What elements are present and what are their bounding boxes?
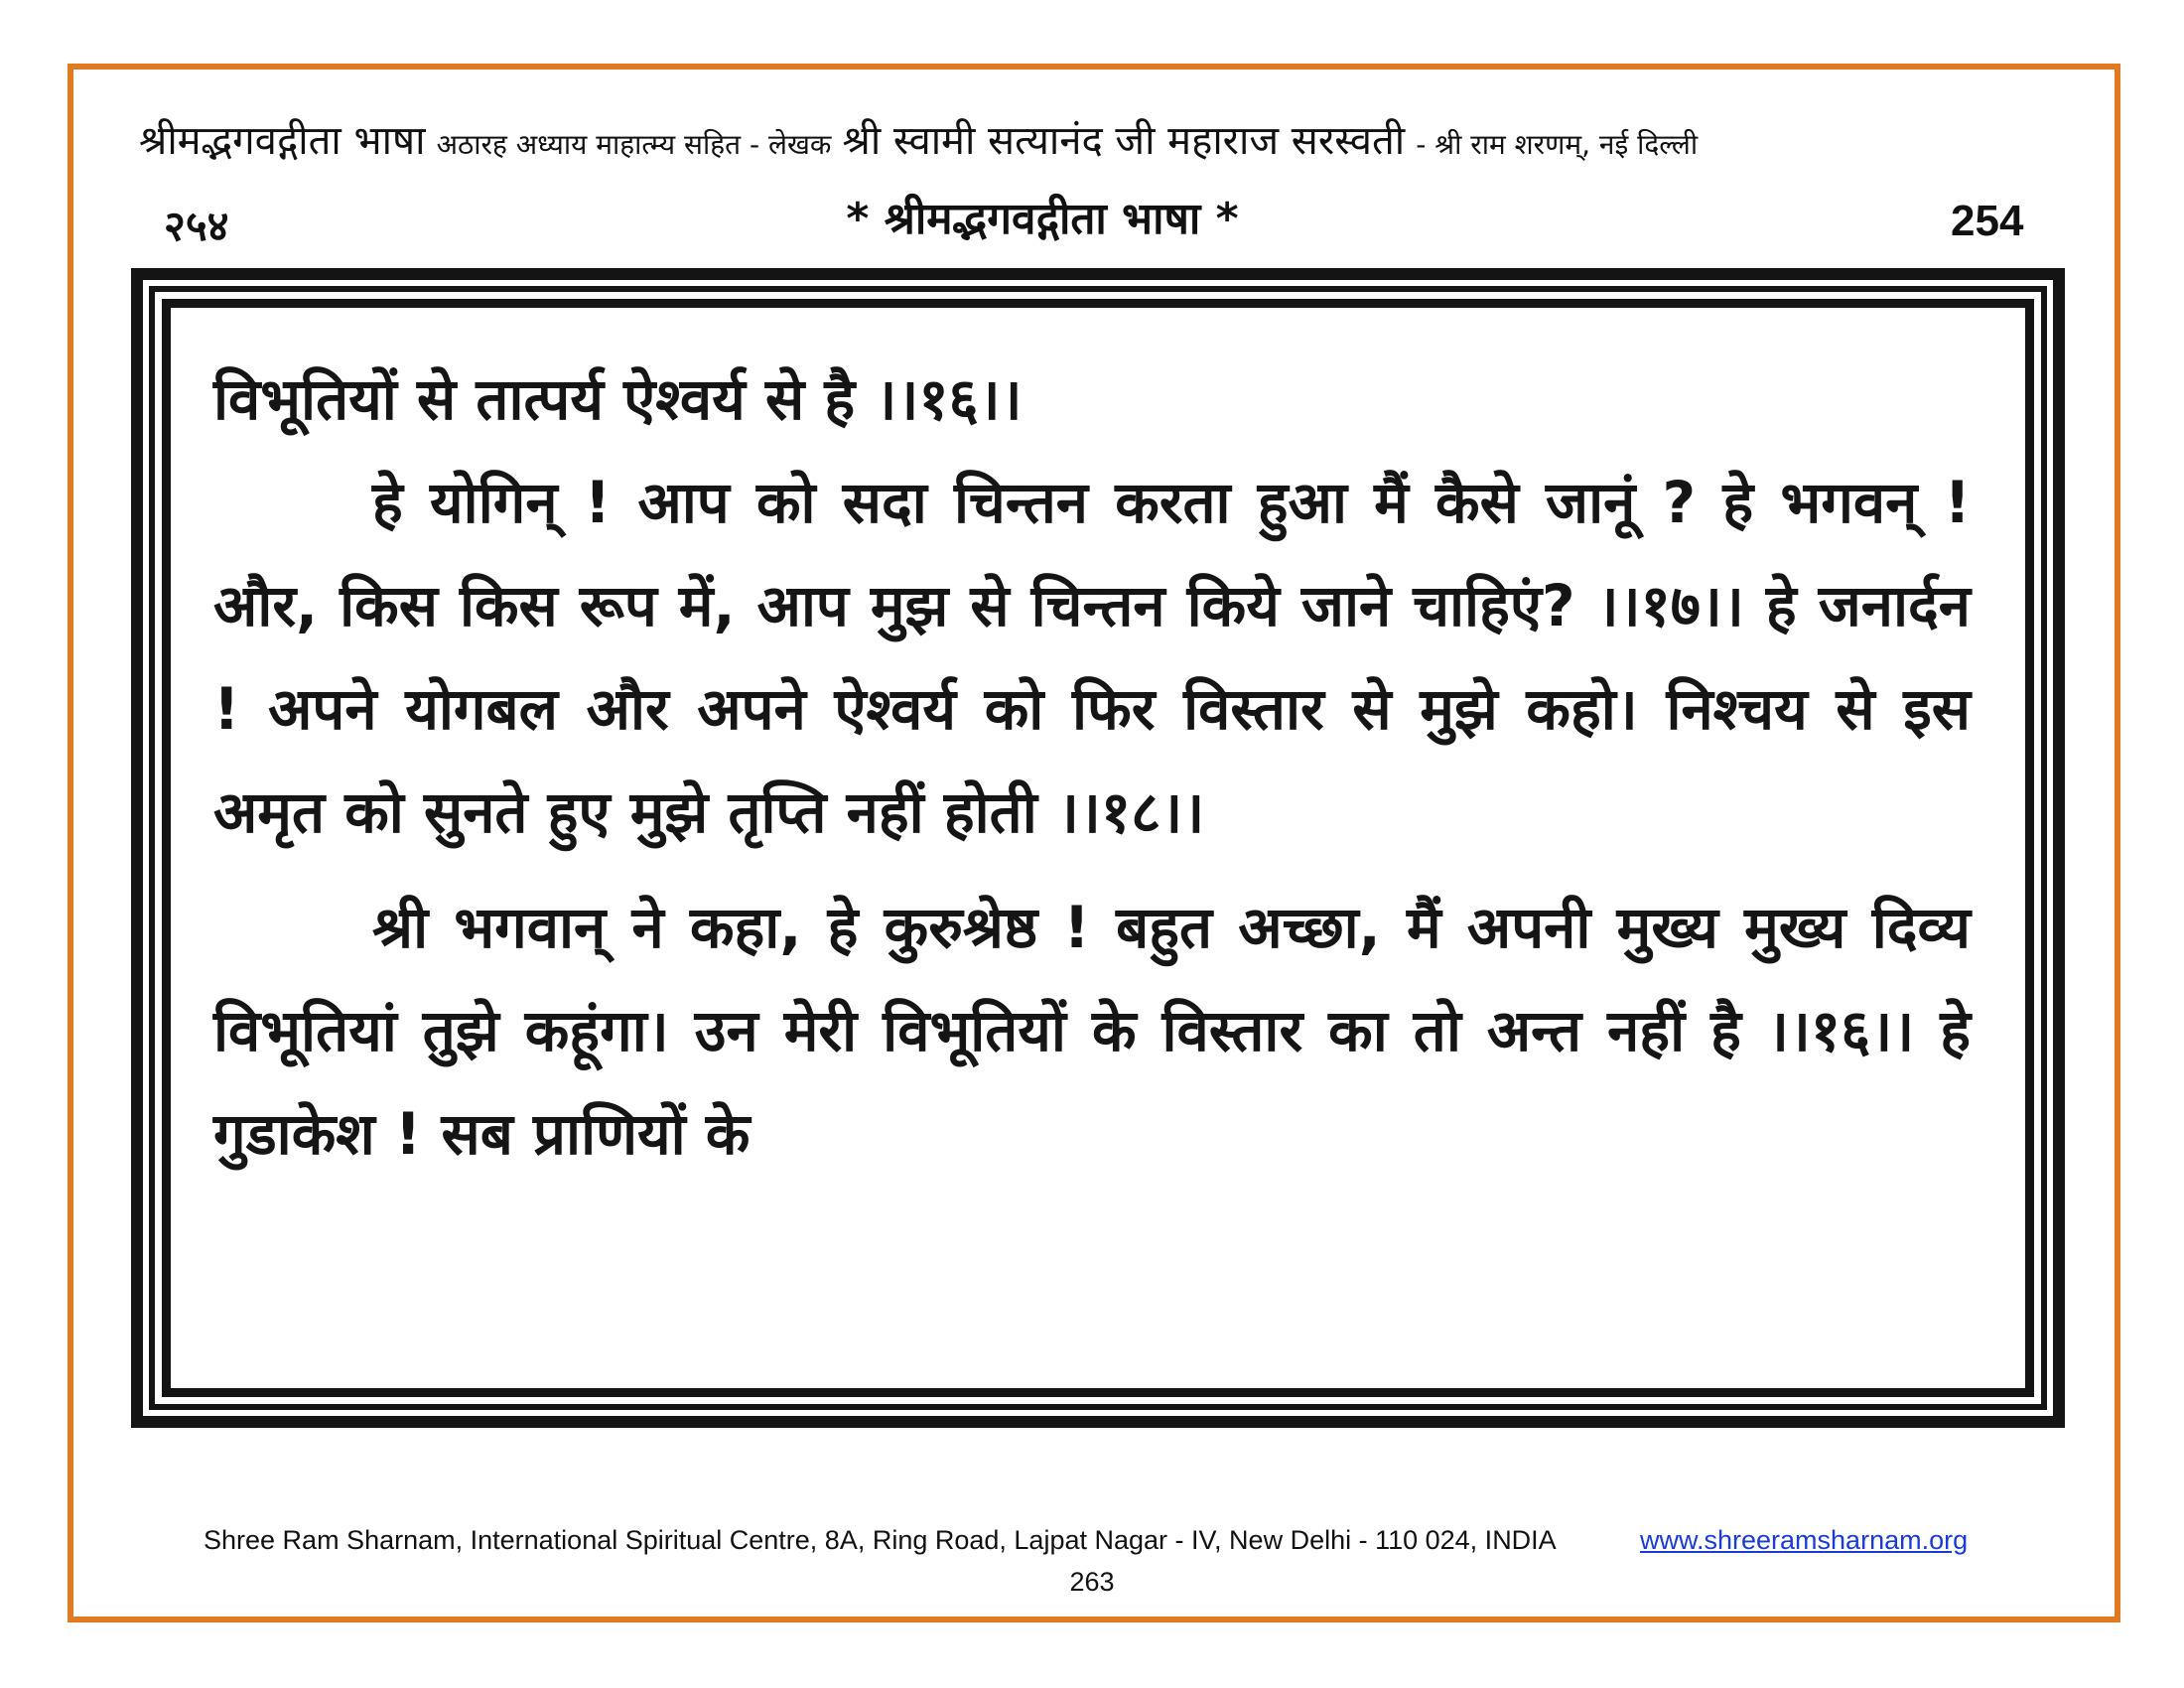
running-title: * श्रीमद्भगवद्गीता भाषा * bbox=[846, 194, 1239, 244]
header-title-line bbox=[139, 119, 2055, 167]
book-title: श्रीमद्भगवद्गीता भाषा bbox=[139, 118, 426, 164]
book-subtitle: अठारह अध्याय माहात्म्य सहित - लेखक bbox=[436, 128, 832, 161]
author-name: श्री स्वामी सत्यानंद जी महाराज सरस्वती bbox=[842, 118, 1406, 164]
page-number-latin: 254 bbox=[1951, 197, 2024, 245]
footer-page-number: 263 bbox=[1069, 1567, 1115, 1597]
footer-address: Shree Ram Sharnam, International Spiritual Centre, 8A, Ring Road, Lajpat Nagar - IV, New Delhi - 110 024, INDIA bbox=[204, 1525, 1557, 1555]
publisher-name: - श्री राम शरणम्, नई दिल्ली bbox=[1416, 128, 1699, 161]
website-link[interactable]: www.shreeramsharnam.org bbox=[1640, 1525, 1969, 1555]
paragraph-verse-16: विभूतियों से तात्पर्य ऐश्वर्य से है ।।१६।। bbox=[213, 365, 1023, 433]
scripture-text bbox=[213, 348, 1971, 1186]
paragraph-verses-17-18: हे योगिन् ! आप को सदा चिन्तन करता हुआ मैं कैसे जानूं ? हे भगवन् ! और, किस किस रूप में, आप मुझ से चिन्तन किये जाने चाहिएं? ।।१७।। हे जनार्दन ! अपने योगबल और अपने ऐश्वर्य को फिर विस्तार से मुझे कहो। निश्चय से इस अमृत को सुनते हुए मुझे तृप्ति नहीं होती ।।१८।। bbox=[213, 469, 1971, 846]
page-number-devanagari: २५४ bbox=[164, 202, 229, 250]
paragraph-verses-19-20: श्री भगवान् ने कहा, हे कुरुश्रेष्ठ ! बहुत अच्छा, मैं अपनी मुख्य मुख्य दिव्य विभूतियां तुझे कहूंगा। उन मेरी विभूतियों के विस्तार का तो अन्त नहीं है ।।१६।। हे गुडाकेश ! सब प्राणियों के bbox=[213, 894, 1971, 1168]
